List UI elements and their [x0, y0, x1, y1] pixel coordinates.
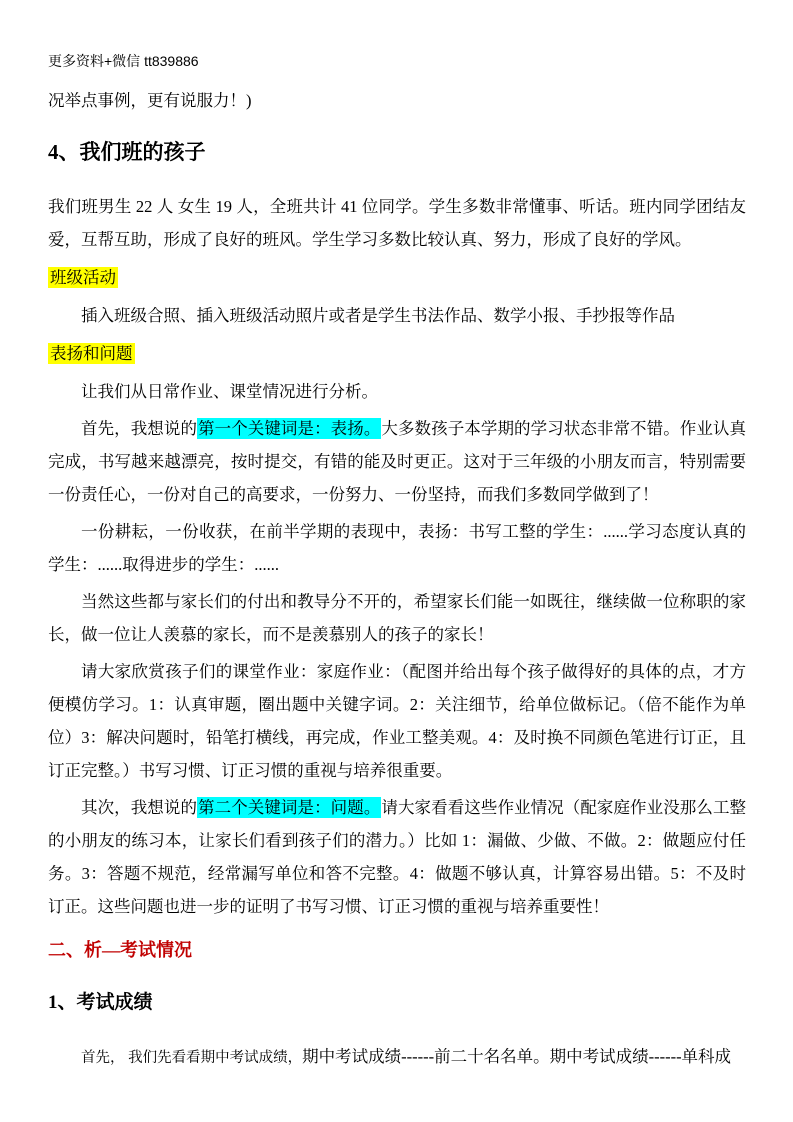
para-second-before: 其次，我想说的 [81, 798, 198, 817]
para-insert-photos: 插入班级合照、插入班级活动照片或者是学生书法作品、数学小报、手抄报等作品 [81, 306, 675, 325]
para-class-info: 我们班男生 22 人 女生 19 人，全班共计 41 位同学。学生多数非常懂事、听话。班内同学团结友爱，互帮互助，形成了良好的班风。学生学习多数比较认真、努力，形成了良好的学风。 [48, 197, 746, 249]
heading-our-class-kids: 4、我们班的孩子 [48, 140, 206, 164]
praise-problem-highlight: 表扬和问题 [50, 344, 133, 363]
class-activity-highlight: 班级活动 [50, 268, 116, 287]
para-second-keyword [48, 791, 746, 923]
para-analysis-lead: 让我们从日常作业、课堂情况进行分析。 [81, 382, 378, 401]
para-parents: 当然这些都与家长们的付出和教导分不开的，希望家长们能一如既往，继续做一位称职的家长，做一位让人羡慕的家长，而不是羡慕别人的孩子的家长！ [48, 592, 746, 644]
para-harvest: 一份耕耘，一份收获，在前半学期的表现中，表扬：书写工整的学生：......学习态度认真的学生：......取得进步的学生：...... [48, 522, 746, 574]
heading-exam-scores: 1、考试成绩 [48, 992, 153, 1013]
first-keyword-highlight: 第一个关键词是：表扬。 [198, 419, 381, 438]
exam-results-rest: 期中考试成绩------前二十名名单。期中考试成绩------单科成 [302, 1047, 732, 1066]
second-keyword-highlight: 第二个关键词是：问题。 [198, 798, 381, 817]
intro-line: 况举点事例，更有说服力！) [48, 91, 252, 110]
para-exam-results [48, 1040, 746, 1075]
para-first-keyword [48, 412, 746, 511]
heading-exam-section: 二、析—考试情况 [48, 940, 192, 960]
watermark-note: 更多资料+微信 tt839886 [48, 53, 199, 69]
para-second-after: 请大家看看这些作业情况（配家庭作业没那么工整的小朋友的练习本，让家长们看到孩子们的潜力。）比如 1：漏做、少做、不做。2：做题应付任务。3：答题不规范，经常漏写单位和答不完整。4：做题不够认真，计算容易出错。5：不及时订正。这些问题也进一步的证明了书写习惯、订正习惯的重视与培养重要性！ [48, 798, 747, 916]
para-first-before: 首先，我想说的 [81, 419, 198, 438]
para-first-after: 大多数孩子本学期的学习状态非常不错。作业认真完成，书写越来越漂亮，按时提交，有错的能及时更正。这对于三年级的小朋友而言，特别需要一份责任心，一份对自己的高要求，一份努力、一份坚持，而我们多数同学做到了！ [48, 419, 747, 504]
exam-results-lead: 首先， 我们先看看期中考试成绩， [81, 1050, 303, 1066]
label-class-activity-line [48, 261, 746, 294]
label-praise-problem-line [48, 337, 746, 370]
para-homework: 请大家欣赏孩子们的课堂作业：家庭作业：（配图并给出每个孩子做得好的具体的点，才方便模仿学习。1：认真审题，圈出题中关键字词。2：关注细节，给单位做标记。（倍不能作为单位）3：解决问题时，铅笔打横线，再完成，作业工整美观。4：及时换不同颜色笔进行订正，且订正完整。）书写习惯、订正习惯的重视与培养很重要。 [48, 662, 746, 780]
